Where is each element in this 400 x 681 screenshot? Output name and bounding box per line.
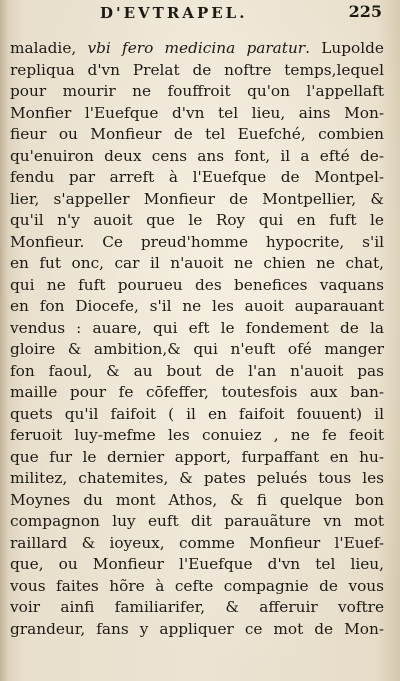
text-line — [10, 38, 384, 60]
text-line — [10, 253, 384, 275]
text-line — [10, 619, 384, 641]
text-line-content: qu'enuiron deux cens ans font, il a efté de- — [10, 146, 384, 165]
page-number: 225 — [348, 2, 382, 21]
text-line — [10, 361, 384, 383]
text-line — [10, 339, 384, 361]
text-line-content: gloire & ambition,& qui n'euft ofé manger — [10, 340, 384, 358]
text-line-content: militez, chatemites, & pates pelués tous les — [10, 469, 384, 487]
text-line-content: maladie, — [10, 39, 88, 57]
text-line-content: fon faoul, & au bout de l'an n'auoit pas — [10, 361, 384, 380]
text-line-content: Monfier l'Euefque d'vn tel lieu, ains Mon- — [10, 103, 384, 122]
text-line — [10, 447, 384, 469]
latin-phrase: vbi fero medicina paratur — [87, 39, 306, 57]
text-line-content: feruoit luy-mefme les conuiez , ne fe feoit — [10, 426, 384, 444]
text-line — [10, 81, 384, 103]
text-line-content: vous faites hõre à cefte compagnie de vous — [10, 576, 384, 595]
text-line — [10, 296, 384, 318]
text-line — [10, 103, 384, 125]
text-line-content: Monfieur. Ce preud'homme hypocrite, s'il — [10, 232, 384, 251]
text-line — [10, 146, 384, 168]
text-line — [10, 576, 384, 598]
text-line-content: que, ou Monfieur l'Euefque d'vn tel lieu, — [10, 555, 384, 573]
text-line-content: lier, s'appeller Monfieur de Montpellier, & — [10, 189, 384, 208]
text-line-content: fieur ou Monfieur de tel Euefché, combien — [10, 125, 384, 143]
text-line — [10, 124, 384, 146]
text-line-content: qui ne fuft pourueu des benefices vaquans — [10, 275, 384, 294]
text-line-content: Moynes du mont Athos, & fi quelque bon — [10, 490, 384, 509]
text-line — [10, 189, 384, 211]
text-line-content: que fur le dernier apport, furpaffant en hu- — [10, 447, 384, 466]
text-line — [10, 597, 384, 619]
text-line-tail: . Lupolde — [305, 39, 384, 57]
text-line — [10, 60, 384, 82]
body-text — [10, 38, 384, 640]
text-line-content: repliqua d'vn Prelat de noftre temps,lequel — [10, 60, 384, 79]
text-line — [10, 404, 384, 426]
text-line-content: vendus : auare, qui eft le fondement de la — [10, 318, 384, 337]
page-header — [0, 2, 400, 24]
text-line-content: en fut onc, car il n'auoit ne chien ne chat, — [10, 254, 384, 272]
text-line-content: qu'il n'y auoit que le Roy qui en fuft le — [10, 211, 384, 229]
text-line-content: compagnon luy euft dit parauãture vn mot — [10, 512, 384, 530]
text-line — [10, 511, 384, 533]
text-line-content: grandeur, fans y appliquer ce mot de Mon- — [10, 619, 384, 638]
text-line — [10, 275, 384, 297]
text-line-content: pour mourir ne fouffroit qu'on l'appellaft — [10, 82, 384, 100]
text-line-content: quets qu'il faifoit ( il en faifoit fouuent) il — [10, 404, 384, 423]
running-head: D'EVTRAPEL. — [100, 4, 248, 22]
text-line-content: voir ainfi familiarifer, & afferuir voftre — [10, 598, 384, 616]
text-line — [10, 554, 384, 576]
text-line — [10, 318, 384, 340]
text-line-content: fendu par arreft à l'Euefque de Montpel- — [10, 168, 384, 186]
text-line-content: raillard & ioyeux, comme Monfieur l'Euef- — [10, 533, 384, 552]
text-line — [10, 425, 384, 447]
text-line — [10, 232, 384, 254]
text-line-content: maille pour fe cōfeffer, toutesfois aux ban- — [10, 383, 384, 401]
text-line — [10, 533, 384, 555]
text-line — [10, 167, 384, 189]
text-line — [10, 382, 384, 404]
text-line-content: en fon Diocefe, s'il ne les auoit auparauant — [10, 297, 384, 315]
text-line — [10, 490, 384, 512]
text-line — [10, 210, 384, 232]
text-line — [10, 468, 384, 490]
page-gutter-shadow — [0, 0, 8, 681]
